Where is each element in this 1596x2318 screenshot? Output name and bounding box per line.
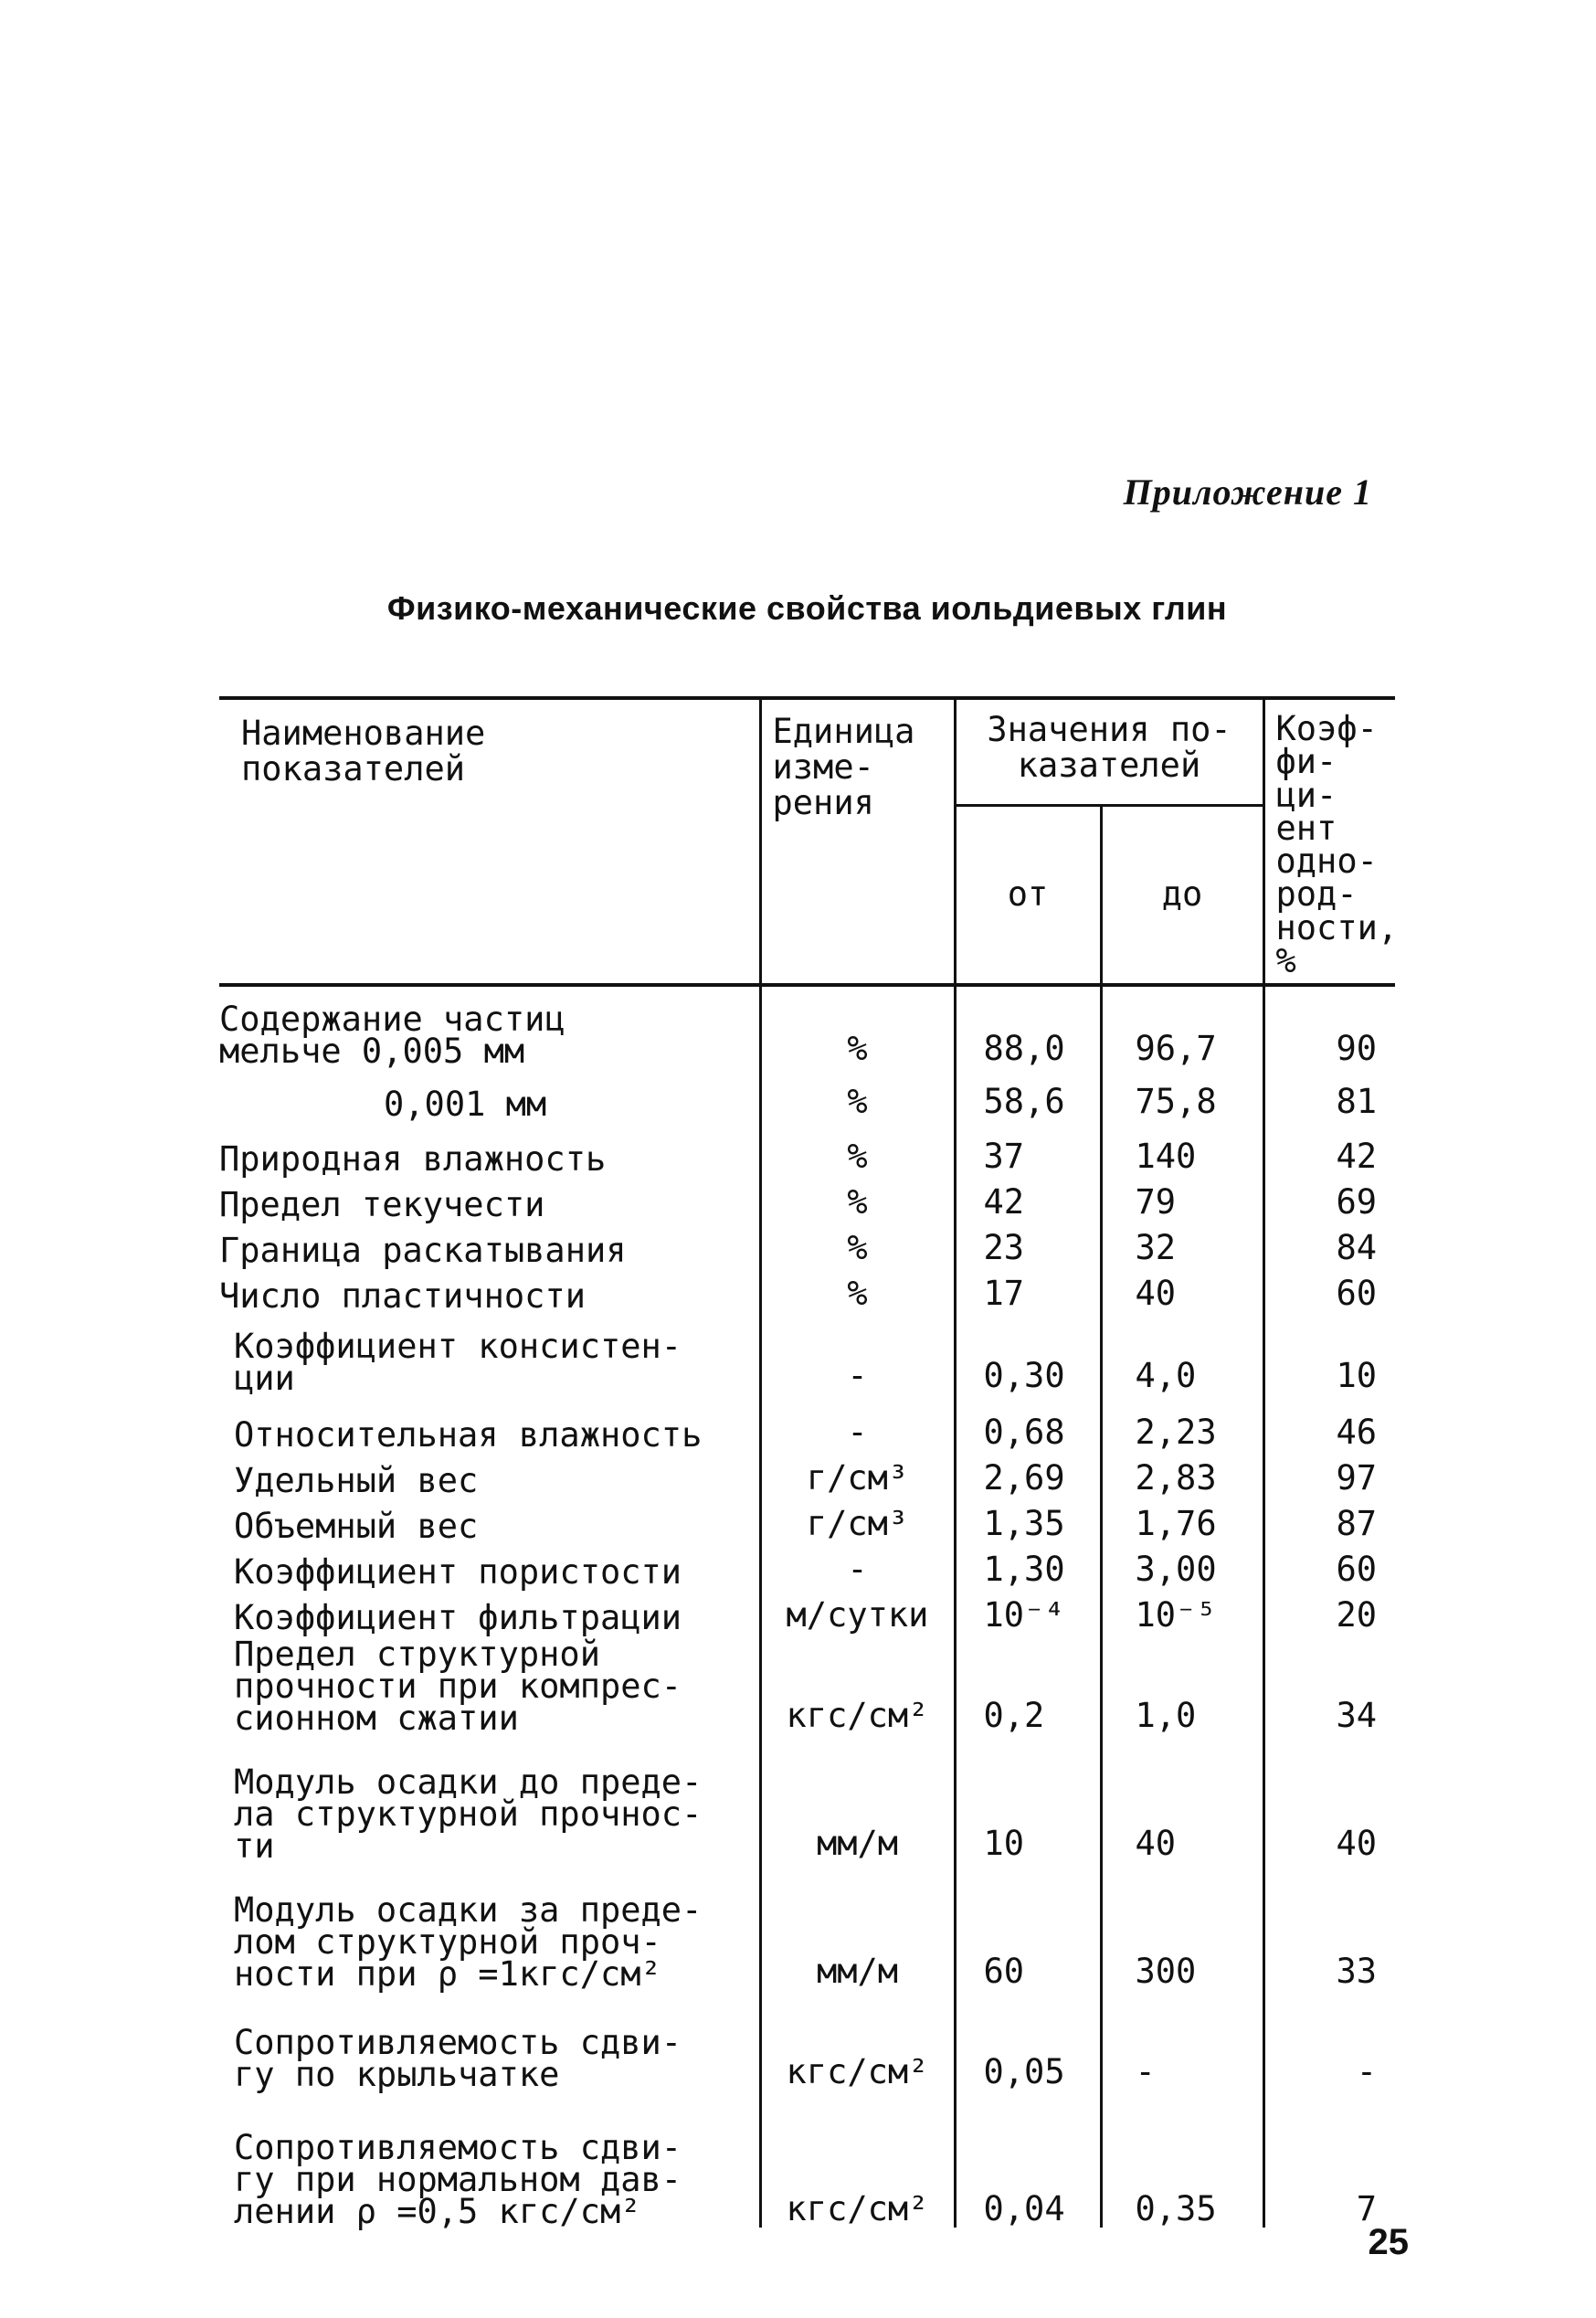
row-coefficient-cell: 97: [1263, 1451, 1395, 1497]
row-to-cell: 2,23: [1101, 1394, 1263, 1451]
row-from-cell: 88,0: [955, 985, 1101, 1067]
row-name-cell: 0,001 мм: [384, 1084, 547, 1124]
row-unit-cell: мм/м: [760, 1734, 955, 1862]
row-to-cell: 75,8: [1101, 1067, 1263, 1120]
row-coefficient-cell: 34: [1263, 1634, 1395, 1734]
row-coefficient-cell: 20: [1263, 1588, 1395, 1634]
row-to-cell: 1,76: [1101, 1497, 1263, 1542]
row-coefficient-cell: 87: [1263, 1497, 1395, 1542]
row-name-cell: Число пластичности: [219, 1275, 586, 1316]
table-row: [219, 1588, 1395, 1634]
row-from-cell: 0,2: [955, 1634, 1101, 1734]
row-unit-cell: мм/м: [760, 1862, 955, 1990]
row-name-cell: Удельный вес: [234, 1460, 479, 1500]
row-unit-cell: -: [760, 1542, 955, 1588]
row-from-cell: 2,69: [955, 1451, 1101, 1497]
row-to-cell: 32: [1101, 1221, 1263, 1266]
header-values: Значения по- казателей: [955, 698, 1263, 805]
row-from-cell: 42: [955, 1175, 1101, 1221]
row-name-cell: Предел структурной прочности при компрес- сионном сжатии: [234, 1634, 682, 1738]
row-to-cell: -: [1101, 1990, 1263, 2090]
row-to-cell: 96,7: [1101, 985, 1263, 1067]
row-coefficient-cell: 60: [1263, 1542, 1395, 1588]
row-to-cell: 3,00: [1101, 1542, 1263, 1588]
table-header: [219, 698, 1399, 985]
row-to-cell: 300: [1101, 1862, 1263, 1990]
row-to-cell: 79: [1101, 1175, 1263, 1221]
header-to: до: [1101, 805, 1263, 985]
row-unit-cell: -: [760, 1394, 955, 1451]
row-name-cell: Модуль осадки за преде- лом структурной проч- ности при ρ =1кгс/см²: [234, 1889, 703, 1994]
row-to-cell: 1,0: [1101, 1634, 1263, 1734]
row-name-cell: Объемный вес: [234, 1506, 479, 1546]
row-from-cell: 58,6: [955, 1067, 1101, 1120]
table-row: [219, 1634, 1395, 1734]
table-row: [219, 1175, 1395, 1221]
header-coefficient: Коэф- фи- ци- ент одно- род- ности, %: [1263, 698, 1395, 985]
row-from-cell: 10⁻⁴: [955, 1588, 1101, 1634]
page-title: Физико-механические свойства иольдиевых глин: [386, 589, 1228, 627]
row-coefficient-cell: 42: [1263, 1120, 1395, 1175]
row-name-cell: Модуль осадки до преде- ла структурной прочнос- ти: [234, 1762, 703, 1866]
header-name: Наименование показателей: [219, 698, 760, 985]
row-coefficient-cell: 84: [1263, 1221, 1395, 1266]
row-coefficient-cell: -: [1263, 1990, 1395, 2090]
row-to-cell: 4,0: [1101, 1312, 1263, 1394]
row-to-cell: 40: [1101, 1266, 1263, 1312]
row-name-cell: Содержание частиц мельче 0,005 мм: [219, 999, 565, 1071]
row-coefficient-cell: 10: [1263, 1312, 1395, 1394]
table-row: [219, 1394, 1395, 1451]
row-coefficient-cell: 46: [1263, 1394, 1395, 1451]
row-unit-cell: %: [760, 1067, 955, 1120]
page-number: 25: [1368, 2222, 1409, 2262]
row-name-cell: Природная влажность: [219, 1138, 607, 1179]
row-coefficient-cell: 40: [1263, 1734, 1395, 1862]
row-from-cell: 10: [955, 1734, 1101, 1862]
row-unit-cell: %: [760, 1221, 955, 1266]
row-coefficient-cell: 33: [1263, 1862, 1395, 1990]
row-unit-cell: кгс/см²: [760, 1634, 955, 1734]
row-name-cell: Относительная влажность: [234, 1414, 703, 1455]
table-row: [219, 985, 1395, 1067]
table-row: [219, 1120, 1395, 1175]
row-unit-cell: %: [760, 1120, 955, 1175]
row-from-cell: 0,05: [955, 1990, 1101, 2090]
row-unit-cell: -: [760, 1312, 955, 1394]
header-unit: Единица изме- рения: [760, 698, 955, 985]
row-from-cell: 60: [955, 1862, 1101, 1990]
row-from-cell: 37: [955, 1120, 1101, 1175]
row-name-cell: Сопротивляемость сдви- гу при нормальном дав- лении ρ =0,5 кгс/см²: [234, 2127, 682, 2231]
row-from-cell: 0,04: [955, 2090, 1101, 2228]
row-unit-cell: %: [760, 1266, 955, 1312]
table-row: [219, 1312, 1395, 1394]
header-from: от: [955, 805, 1101, 985]
row-coefficient-cell: 90: [1263, 985, 1395, 1067]
row-unit-cell: г/см³: [760, 1497, 955, 1542]
row-unit-cell: %: [760, 1175, 955, 1221]
table-row: [219, 1451, 1395, 1497]
row-from-cell: 0,30: [955, 1312, 1101, 1394]
table-body: [219, 985, 1395, 2231]
table-row: [219, 1862, 1395, 1990]
table-row: [219, 1266, 1395, 1312]
appendix-label: Приложение 1: [1123, 471, 1372, 513]
row-to-cell: 140: [1101, 1120, 1263, 1175]
row-to-cell: 40: [1101, 1734, 1263, 1862]
row-unit-cell: %: [760, 985, 955, 1067]
row-to-cell: 2,83: [1101, 1451, 1263, 1497]
row-coefficient-cell: 69: [1263, 1175, 1395, 1221]
row-to-cell: 0,35: [1101, 2090, 1263, 2228]
row-unit-cell: г/см³: [760, 1451, 955, 1497]
row-coefficient-cell: 7: [1263, 2090, 1395, 2228]
row-name-cell: Граница раскатывания: [219, 1230, 627, 1270]
table-row: [219, 1990, 1395, 2090]
table-row: [219, 1497, 1395, 1542]
row-name-cell: Коэффициент консистен- ции: [234, 1326, 682, 1398]
row-to-cell: 10⁻⁵: [1101, 1588, 1263, 1634]
row-from-cell: 17: [955, 1266, 1101, 1312]
row-from-cell: 1,35: [955, 1497, 1101, 1542]
row-name-cell: Предел текучести: [219, 1184, 545, 1224]
row-coefficient-cell: 81: [1263, 1067, 1395, 1120]
row-unit-cell: м/сутки: [760, 1588, 955, 1634]
table-row: [219, 1542, 1395, 1588]
row-unit-cell: кгс/см²: [760, 1990, 955, 2090]
row-from-cell: 0,68: [955, 1394, 1101, 1451]
row-from-cell: 23: [955, 1221, 1101, 1266]
table-row: [219, 1734, 1395, 1862]
row-name-cell: Коэффициент пористости: [234, 1551, 682, 1592]
table-row: [219, 2090, 1395, 2228]
table-row: [219, 1221, 1395, 1266]
row-unit-cell: кгс/см²: [760, 2090, 955, 2228]
row-from-cell: 1,30: [955, 1542, 1101, 1588]
row-name-cell: Сопротивляемость сдви- гу по крыльчатке: [234, 2022, 682, 2094]
row-name-cell: Коэффициент фильтрации: [234, 1597, 682, 1637]
table-row: [219, 1067, 1395, 1120]
properties-table: [219, 696, 1399, 2231]
row-coefficient-cell: 60: [1263, 1266, 1395, 1312]
